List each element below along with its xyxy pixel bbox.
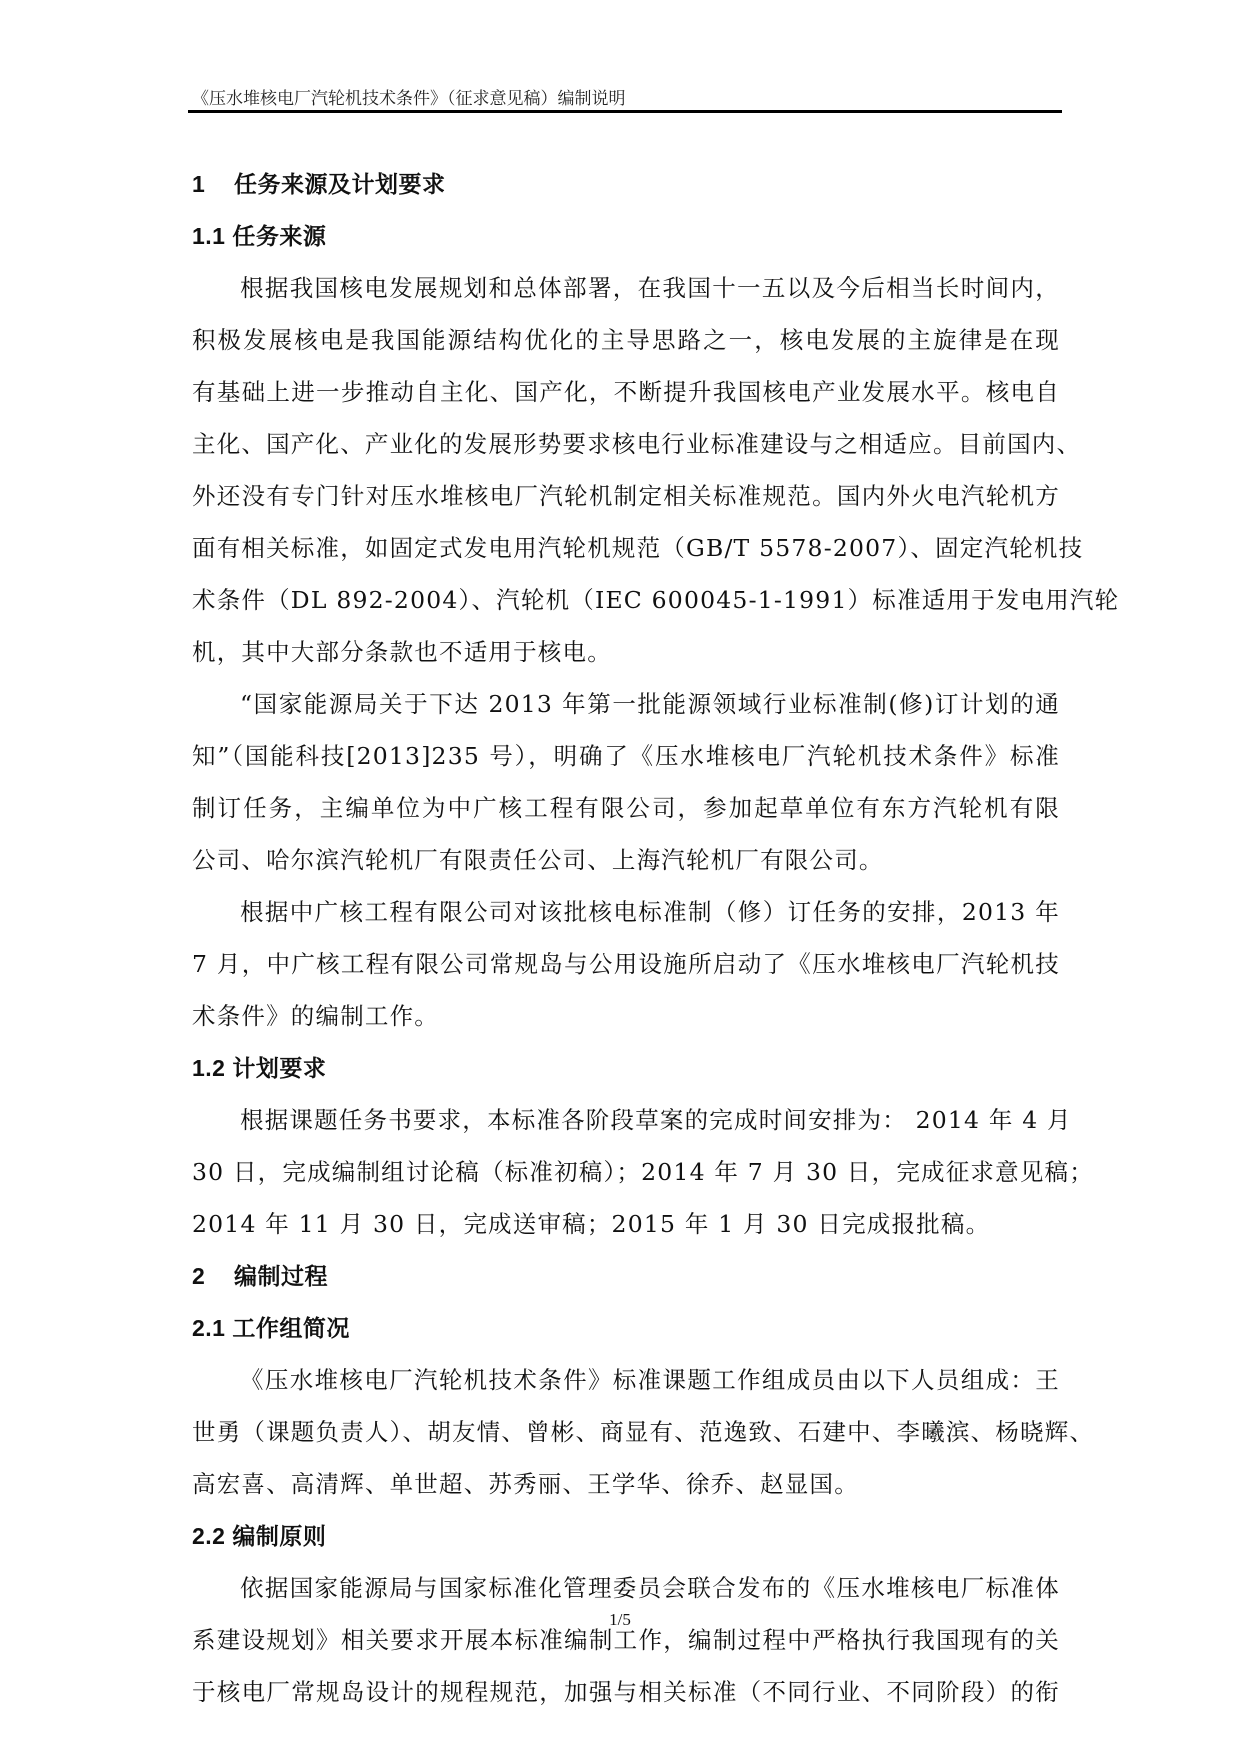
text-line: 术条件》的编制工作。: [192, 1002, 439, 1030]
text-line: 积极发展核电是我国能源结构优化的主导思路之一，核电发展的主旋律是在现: [192, 326, 1060, 354]
text-line: 《压水堆核电厂汽轮机技术条件》标准课题工作组成员由以下人员组成：王: [240, 1366, 1060, 1394]
subsection-heading-1-2: 1.2 计划要求: [192, 1055, 327, 1081]
text-line: 知”（国能科技[2013]235 号），明确了《压水堆核电厂汽轮机技术条件》标准: [192, 742, 1060, 770]
text-line: 根据我国核电发展规划和总体部署，在我国十一五以及今后相当长时间内，: [240, 274, 1060, 302]
text-line: 30 日，完成编制组讨论稿（标准初稿）；2014 年 7 月 30 日，完成征求意见稿；: [192, 1158, 1094, 1186]
paragraph-schedule: [192, 1094, 1094, 1250]
text-line: 高宏喜、高清辉、单世超、苏秀丽、王学华、徐乔、赵显国。: [192, 1470, 859, 1498]
page-number: 1/5: [609, 1610, 631, 1629]
text-line: 制订任务，主编单位为中广核工程有限公司，参加起草单位有东方汽轮机有限: [192, 794, 1060, 822]
text-line: 根据中广核工程有限公司对该批核电标准制（修）订任务的安排，2013 年: [240, 898, 1060, 926]
section-title: 任务来源及计划要求: [234, 171, 446, 197]
paragraph-task-source: [192, 262, 1120, 678]
subsection-heading-2-2: 2.2 编制原则: [192, 1523, 327, 1549]
paragraph-working-group: [192, 1354, 1095, 1510]
header-rule: [188, 110, 1062, 113]
subsection-heading-2-1: 2.1 工作组简况: [192, 1315, 350, 1341]
subsection-heading-1-1: 1.1 任务来源: [192, 223, 327, 249]
text-line: 世勇（课题负责人）、胡友情、曾彬、商显有、范逸致、石建中、李曦滨、杨晓辉、: [192, 1418, 1095, 1446]
text-line: 公司、哈尔滨汽轮机厂有限责任公司、上海汽轮机厂有限公司。: [192, 846, 884, 874]
section-title: 编制过程: [234, 1263, 328, 1289]
paragraph-notice: [192, 678, 1060, 886]
running-header: 《压水堆核电厂汽轮机技术条件》（征求意见稿）编制说明: [192, 89, 626, 109]
paragraph-principles: [192, 1562, 1060, 1718]
section-number: 1: [192, 171, 206, 197]
text-line: 主化、国产化、产业化的发展形势要求核电行业标准建设与之相适应。目前国内、: [192, 430, 1082, 458]
text-line: 面有相关标准，如固定式发电用汽轮机规范（GB/T 5578-2007）、固定汽轮机技: [192, 534, 1084, 562]
text-line: 根据课题任务书要求，本标准各阶段草案的完成时间安排为： 2014 年 4 月: [240, 1106, 1072, 1134]
paragraph-arrangement: [192, 886, 1060, 1042]
text-line: 机，其中大部分条款也不适用于核电。: [192, 638, 612, 666]
text-line: 7 月，中广核工程有限公司常规岛与公用设施所启动了《压水堆核电厂汽轮机技: [192, 950, 1060, 978]
text-line: 外还没有专门针对压水堆核电厂汽轮机制定相关标准规范。国内外火电汽轮机方: [192, 482, 1060, 510]
text-line: 有基础上进一步推动自主化、国产化，不断提升我国核电产业发展水平。核电自: [192, 378, 1060, 406]
text-line: 系建设规划》相关要求开展本标准编制工作，编制过程中严格执行我国现有的关: [192, 1626, 1060, 1654]
text-line: 于核电厂常规岛设计的规程规范，加强与相关标准（不同行业、不同阶段）的衔: [192, 1678, 1060, 1706]
text-line: 术条件（DL 892-2004）、汽轮机（IEC 600045-1-1991）标准适用于发电用汽轮: [192, 586, 1120, 614]
text-line: “国家能源局关于下达 2013 年第一批能源领域行业标准制(修)订计划的通: [240, 690, 1060, 718]
section-number: 2: [192, 1263, 206, 1289]
text-line: 依据国家能源局与国家标准化管理委员会联合发布的《压水堆核电厂标准体: [240, 1574, 1060, 1602]
section-heading-1: [192, 158, 1060, 210]
section-heading-2: [192, 1250, 1060, 1302]
text-line: 2014 年 11 月 30 日，完成送审稿；2015 年 1 月 30 日完成报批稿。: [192, 1210, 991, 1238]
document-body: [192, 158, 1120, 1718]
